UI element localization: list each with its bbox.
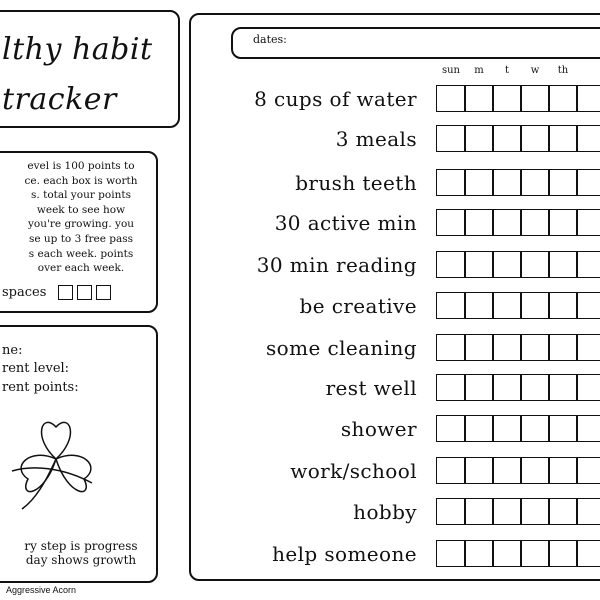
habit-check-cell[interactable] (464, 498, 494, 525)
habit-check-cell[interactable] (464, 251, 494, 278)
habit-check-cell[interactable] (492, 209, 522, 236)
habit-checkbox-group (436, 540, 600, 567)
shamrock-icon (2, 407, 112, 517)
habit-check-cell[interactable] (492, 498, 522, 525)
habit-check-cell[interactable] (464, 415, 494, 442)
habit-check-cell[interactable] (520, 292, 550, 319)
habit-check-cell[interactable] (436, 415, 466, 442)
habit-checkbox-group (436, 498, 600, 525)
current-points-label: rent points: (2, 380, 79, 395)
habit-check-cell[interactable] (520, 498, 550, 525)
habit-check-cell[interactable] (436, 85, 466, 112)
habit-row (191, 292, 600, 322)
habit-check-cell[interactable] (548, 334, 578, 361)
habit-check-cell[interactable] (520, 209, 550, 236)
habit-check-cell[interactable] (520, 457, 550, 484)
day-header: th (557, 65, 569, 76)
habit-row (191, 374, 600, 404)
habit-check-cell[interactable] (548, 498, 578, 525)
habit-check-cell[interactable] (464, 540, 494, 567)
habit-check-cell[interactable] (520, 334, 550, 361)
habit-label: shower (340, 417, 417, 441)
habit-check-cell[interactable] (548, 125, 578, 152)
habit-checkbox-group (436, 125, 600, 152)
free-pass-label: spaces (2, 285, 47, 300)
habit-check-cell[interactable] (548, 292, 578, 319)
profile-panel (0, 325, 158, 583)
habit-row (191, 457, 600, 487)
title-panel (0, 10, 180, 128)
habit-check-cell[interactable] (492, 169, 522, 196)
habit-check-cell[interactable] (464, 209, 494, 236)
habit-check-cell[interactable] (436, 169, 466, 196)
habit-checkbox-group (436, 209, 600, 236)
free-pass-row (2, 285, 111, 300)
habit-check-cell[interactable] (436, 457, 466, 484)
habit-check-cell[interactable] (436, 334, 466, 361)
current-level-label: rent level: (2, 361, 70, 376)
habit-check-cell[interactable] (436, 209, 466, 236)
habit-label: work/school (290, 459, 417, 483)
habit-check-cell[interactable] (576, 334, 600, 361)
rules-text: evel is 100 points to ce. each box is worth s. total your points week to see how you're growing. you se up to 3 free pass s each week. points over each week. (24, 160, 138, 275)
habit-label: 3 meals (335, 127, 417, 151)
day-header: m (474, 65, 484, 76)
habit-check-cell[interactable] (464, 334, 494, 361)
habit-check-cell[interactable] (436, 374, 466, 401)
habit-check-cell[interactable] (492, 374, 522, 401)
habit-check-cell[interactable] (492, 292, 522, 319)
habit-check-cell[interactable] (520, 540, 550, 567)
habit-label: hobby (353, 500, 417, 524)
habit-checkbox-group (436, 85, 600, 112)
habit-check-cell[interactable] (576, 457, 600, 484)
habit-check-cell[interactable] (520, 251, 550, 278)
habit-label: 30 active min (274, 211, 417, 235)
habit-label: brush teeth (295, 171, 417, 195)
tracker-title-line1: lthy habit (2, 32, 153, 67)
habit-check-cell[interactable] (492, 457, 522, 484)
habit-label: help someone (272, 542, 417, 566)
habit-row (191, 169, 600, 199)
habit-check-cell[interactable] (548, 209, 578, 236)
habit-check-cell[interactable] (520, 169, 550, 196)
habit-check-cell[interactable] (548, 85, 578, 112)
habit-check-cell[interactable] (436, 540, 466, 567)
habit-check-cell[interactable] (520, 125, 550, 152)
habit-check-cell[interactable] (464, 457, 494, 484)
habit-label: 8 cups of water (254, 87, 417, 111)
habit-check-cell[interactable] (548, 540, 578, 567)
habit-check-cell[interactable] (576, 169, 600, 196)
habit-check-cell[interactable] (492, 540, 522, 567)
habit-check-cell[interactable] (492, 125, 522, 152)
habit-check-cell[interactable] (548, 415, 578, 442)
habit-check-cell[interactable] (492, 415, 522, 442)
habit-check-cell[interactable] (464, 85, 494, 112)
habit-checkbox-group (436, 251, 600, 278)
habit-row (191, 334, 600, 364)
habit-checkbox-group (436, 374, 600, 401)
habit-label: some cleaning (266, 336, 417, 360)
habit-check-cell[interactable] (576, 85, 600, 112)
habit-check-cell[interactable] (436, 498, 466, 525)
habit-check-cell[interactable] (464, 169, 494, 196)
habit-check-cell[interactable] (576, 125, 600, 152)
habit-row (191, 251, 600, 281)
habit-check-cell[interactable] (576, 540, 600, 567)
credit-text: Aggressive Acorn (6, 585, 77, 595)
habit-check-cell[interactable] (464, 125, 494, 152)
habit-row (191, 540, 600, 570)
dates-label: dates: (253, 33, 287, 46)
habit-checkbox-group (436, 415, 600, 442)
habit-check-cell[interactable] (492, 334, 522, 361)
habit-check-cell[interactable] (576, 415, 600, 442)
habit-check-cell[interactable] (548, 169, 578, 196)
habit-row (191, 415, 600, 445)
habit-label: rest well (325, 376, 417, 400)
habit-check-cell[interactable] (548, 251, 578, 278)
rules-panel (0, 151, 158, 313)
habit-check-cell[interactable] (548, 374, 578, 401)
habit-check-cell[interactable] (492, 85, 522, 112)
habit-check-cell[interactable] (464, 292, 494, 319)
habit-check-cell[interactable] (436, 292, 466, 319)
habit-check-cell[interactable] (548, 457, 578, 484)
dates-field[interactable] (231, 27, 600, 59)
habit-check-cell[interactable] (576, 251, 600, 278)
habit-check-cell[interactable] (520, 374, 550, 401)
tracker-panel (189, 13, 600, 581)
habit-checkbox-group (436, 457, 600, 484)
day-header: t (504, 65, 510, 76)
habit-check-cell[interactable] (492, 251, 522, 278)
motivational-quote: ry step is progress day shows growth (24, 539, 138, 567)
habit-check-cell[interactable] (520, 85, 550, 112)
habit-check-cell[interactable] (520, 415, 550, 442)
tracker-title-line2: tracker (2, 82, 117, 117)
habit-check-cell[interactable] (464, 374, 494, 401)
habit-row (191, 498, 600, 528)
habit-check-cell[interactable] (576, 209, 600, 236)
habit-check-cell[interactable] (576, 374, 600, 401)
name-label: ne: (2, 343, 23, 358)
habit-checkbox-group (436, 169, 600, 196)
habit-row (191, 125, 600, 155)
habit-label: 30 min reading (256, 253, 417, 277)
habit-checkbox-group (436, 334, 600, 361)
habit-label: be creative (299, 294, 417, 318)
day-header: w (530, 65, 540, 76)
habit-row (191, 209, 600, 239)
habit-check-cell[interactable] (436, 251, 466, 278)
habit-row (191, 85, 600, 115)
habit-check-cell[interactable] (436, 125, 466, 152)
day-header: sun (441, 65, 460, 76)
free-pass-box[interactable] (96, 285, 111, 300)
habit-check-cell[interactable] (576, 498, 600, 525)
habit-checkbox-group (436, 292, 600, 319)
habit-check-cell[interactable] (576, 292, 600, 319)
free-pass-box[interactable] (77, 285, 92, 300)
free-pass-box[interactable] (58, 285, 73, 300)
